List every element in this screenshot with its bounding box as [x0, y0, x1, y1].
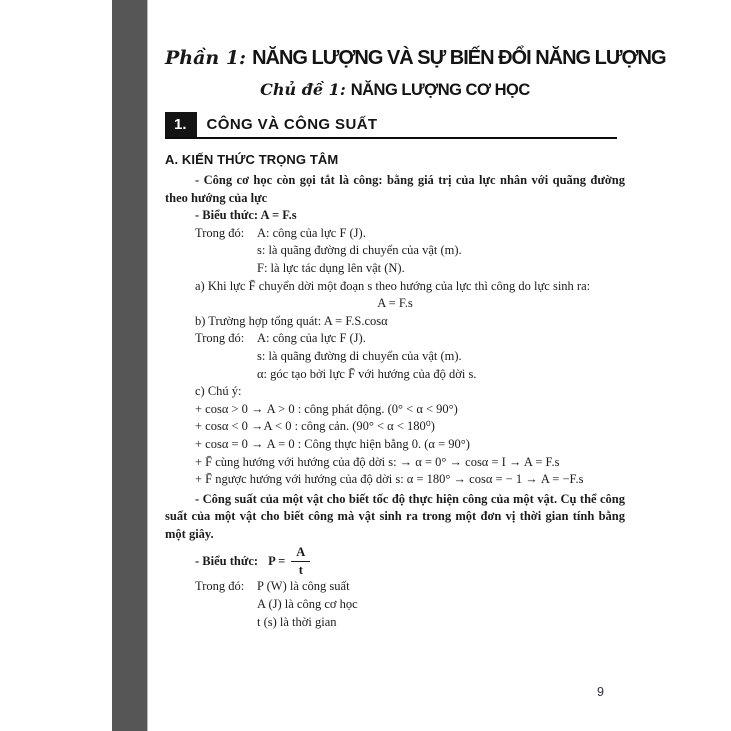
- expression-power: [165, 544, 625, 578]
- where-item: α: góc tạo bởi lực F̄ với hướng của độ dời s.: [257, 366, 477, 381]
- section-number-badge: 1.: [165, 112, 197, 137]
- where-item: A (J) là công cơ học: [257, 597, 358, 612]
- case-a-line: a) Khi lực F̄ chuyển dời một đoạn s theo hướng của lực thì công do lực sinh ra:: [195, 278, 591, 293]
- where-item: s: là quãng đường di chuyển của vật (m).: [257, 348, 462, 363]
- expression-work: - Biểu thức: A = F.s: [195, 208, 297, 223]
- section-header: [165, 112, 617, 139]
- expression-power-label: - Biểu thức:: [195, 553, 259, 568]
- where-label: Trong đó:: [195, 225, 245, 240]
- topic-label: Chủ đề 1:: [260, 80, 346, 99]
- subsection-heading: A. KIẾN THỨC TRỌNG TÂM: [165, 152, 339, 167]
- where-item: A: công của lực F (J).: [257, 225, 366, 240]
- where-list-1: [165, 225, 625, 278]
- note-heading: c) Chú ý:: [195, 384, 242, 399]
- centered-formula: A = F.s: [377, 296, 413, 311]
- where-list-3: [165, 578, 625, 631]
- where-list-2: [165, 330, 625, 383]
- page-content: [165, 47, 666, 631]
- where-row: [165, 225, 625, 243]
- topic-heading: [165, 81, 625, 102]
- left-margin-bar: [112, 0, 148, 731]
- fraction-numerator: A: [291, 545, 310, 562]
- power-paragraph: - Công suất của một vật cho biết tốc độ thực hiện công của một vật. Cụ thể công suất của một vật cho biết công mà vật sinh ra trong một đơn vị thời gian tính bằng một giây.: [165, 491, 625, 541]
- page-number: 9: [597, 685, 604, 699]
- case-b-line: b) Trường hợp tổng quát: A = F.S.cosα: [195, 313, 388, 328]
- note-line: + cosα < 0 →A < 0 : công cản. (90° < α < 180⁰): [195, 419, 435, 434]
- note-line: + F̄ cùng hướng với hướng của độ dời s: → α = 0° → cosα = I → A = F.s: [195, 454, 560, 469]
- part-title: NĂNG LƯỢNG VÀ SỰ BIẾN ĐỔI NĂNG LƯỢNG: [252, 47, 666, 69]
- where-item: A: công của lực F (J).: [257, 331, 366, 346]
- topic-title: NĂNG LƯỢNG CƠ HỌC: [350, 81, 530, 99]
- where-row: [165, 578, 625, 596]
- where-item: s: là quãng đường di chuyển của vật (m).: [257, 243, 462, 258]
- part-label: Phần 1:: [165, 47, 247, 69]
- fraction-denominator: t: [298, 562, 303, 577]
- where-item: t (s) là thời gian: [257, 614, 337, 629]
- where-label: Trong đó:: [195, 331, 245, 346]
- note-line: + cosα > 0 → A > 0 : công phát động. (0° < α < 90°): [195, 401, 458, 416]
- where-item: F: là lực tác dụng lên vật (N).: [257, 260, 405, 275]
- where-label: Trong đó:: [195, 579, 245, 594]
- where-item: P (W) là công suất: [257, 579, 350, 594]
- part-heading: [165, 47, 666, 74]
- fraction-a-over-t: [291, 545, 310, 578]
- section-title: CÔNG VÀ CÔNG SUẤT: [206, 116, 378, 134]
- note-line: + F̄ ngược hướng với hướng của độ dời s: α = 180° → cosα = − 1 → A = −F.s: [195, 472, 584, 487]
- definition-paragraph: - Công cơ học còn gọi tắt là công: bằng giá trị của lực nhân với quãng đường theo hướng của lực: [165, 173, 625, 205]
- note-line: + cosα = 0 → A = 0 : Công thực hiện bằng 0. (α = 90°): [195, 436, 470, 451]
- power-lhs: P =: [268, 553, 286, 568]
- where-row: [165, 330, 625, 348]
